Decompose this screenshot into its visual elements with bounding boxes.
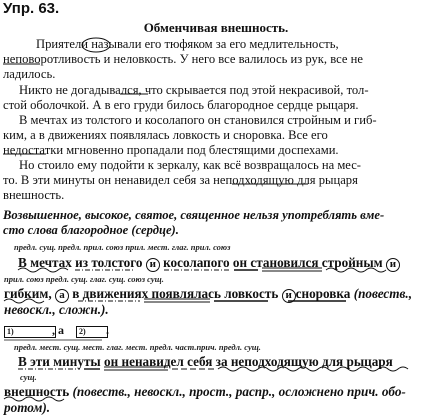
s2-annotation-2: сущ.	[20, 372, 37, 382]
s2-annotation-1: предл. мест. сущ. мест. глаг. мест. предл. част.прич. предл. сущ.	[14, 342, 261, 352]
s1-fragment-4: в движениях появлялась ловкость	[68, 286, 282, 301]
s1-fragment-5: сноровка	[295, 286, 351, 301]
text-line-2: неповоротливость и неловкость. У него все валилось из рук, все не	[3, 52, 363, 66]
scheme-end: .	[106, 323, 109, 337]
s1-circled-conj-1: и	[146, 258, 160, 272]
task-line-2: сто слова благородное (сердце).	[3, 223, 179, 237]
text-line-8: недостатки мгновенно пропадали под блестящими доспехами.	[3, 143, 339, 157]
s1-circled-conj-3: и	[282, 289, 296, 303]
exercise-number: Упр. 63.	[3, 0, 60, 17]
task-line-1: Возвышенное, высокое, святое, священное нельзя употреблять вме-	[3, 208, 385, 222]
text-line-4: Никто не догадывался, что скрывается под этой некрасивой, тол-	[19, 83, 369, 97]
s1-circled-conj-2: и	[386, 258, 400, 272]
text-line-10: то. В эти минуты он ненавидел себя за неподходящую для рыцаря	[3, 173, 358, 187]
s1-fragment-2: косолапого он становился стройным	[163, 255, 383, 270]
s2-subject-word: внешность	[4, 384, 70, 399]
s1-annotation-1: предл. сущ. предл. прил. союз прил. мест. глаг. прил. союз	[14, 242, 231, 252]
s1-circled-conj-a: а	[55, 289, 69, 303]
s2-characteristics: (повеств., невоскл., прост., распр., осложнено прич. обо-	[69, 384, 406, 399]
s1-fragment-3: гибким,	[4, 286, 55, 301]
s1-line-3: невоскл., сложн.).	[4, 302, 109, 317]
text-line-11: внешность.	[3, 188, 65, 202]
exercise-title: Обменчивая внешность.	[143, 20, 289, 35]
s1-line-1	[18, 256, 400, 272]
s2-line-1: В эти минуты он ненавидел себя за неподходящую для рыцаря	[18, 354, 393, 369]
text-line-1: Приятели называли его тюфяком за его медлительность,	[36, 37, 339, 51]
scheme-box-2: 2)	[76, 326, 108, 338]
scheme-middle: , а	[52, 323, 64, 337]
text-line-3: ладилось.	[3, 67, 56, 81]
scheme-box-1: 1)	[4, 326, 56, 338]
s2-line-3: ротом).	[4, 400, 51, 415]
s1-fragment-1: В мечтах из толстого	[18, 255, 143, 270]
s1-characteristics: (повеств.,	[350, 286, 413, 301]
text-line-9: Но стоило ему подойти к зеркалу, как всё возвращалось на мес-	[19, 158, 361, 172]
text-line-5: стой оболочкой. А в его груди билось благородное сердце рыцаря.	[3, 98, 359, 112]
text-line-7: ким, а в движениях появлялась ловкость и сноровка. Все его	[3, 128, 328, 142]
text-line-6: В мечтах из толстого и косолапого он становился стройным и гиб-	[19, 113, 377, 127]
s1-annotation-2: прил. союз предл. сущ. глаг. сущ. союз сущ.	[4, 274, 164, 284]
s1-line-2	[4, 287, 412, 303]
s2-line-2	[4, 385, 406, 399]
